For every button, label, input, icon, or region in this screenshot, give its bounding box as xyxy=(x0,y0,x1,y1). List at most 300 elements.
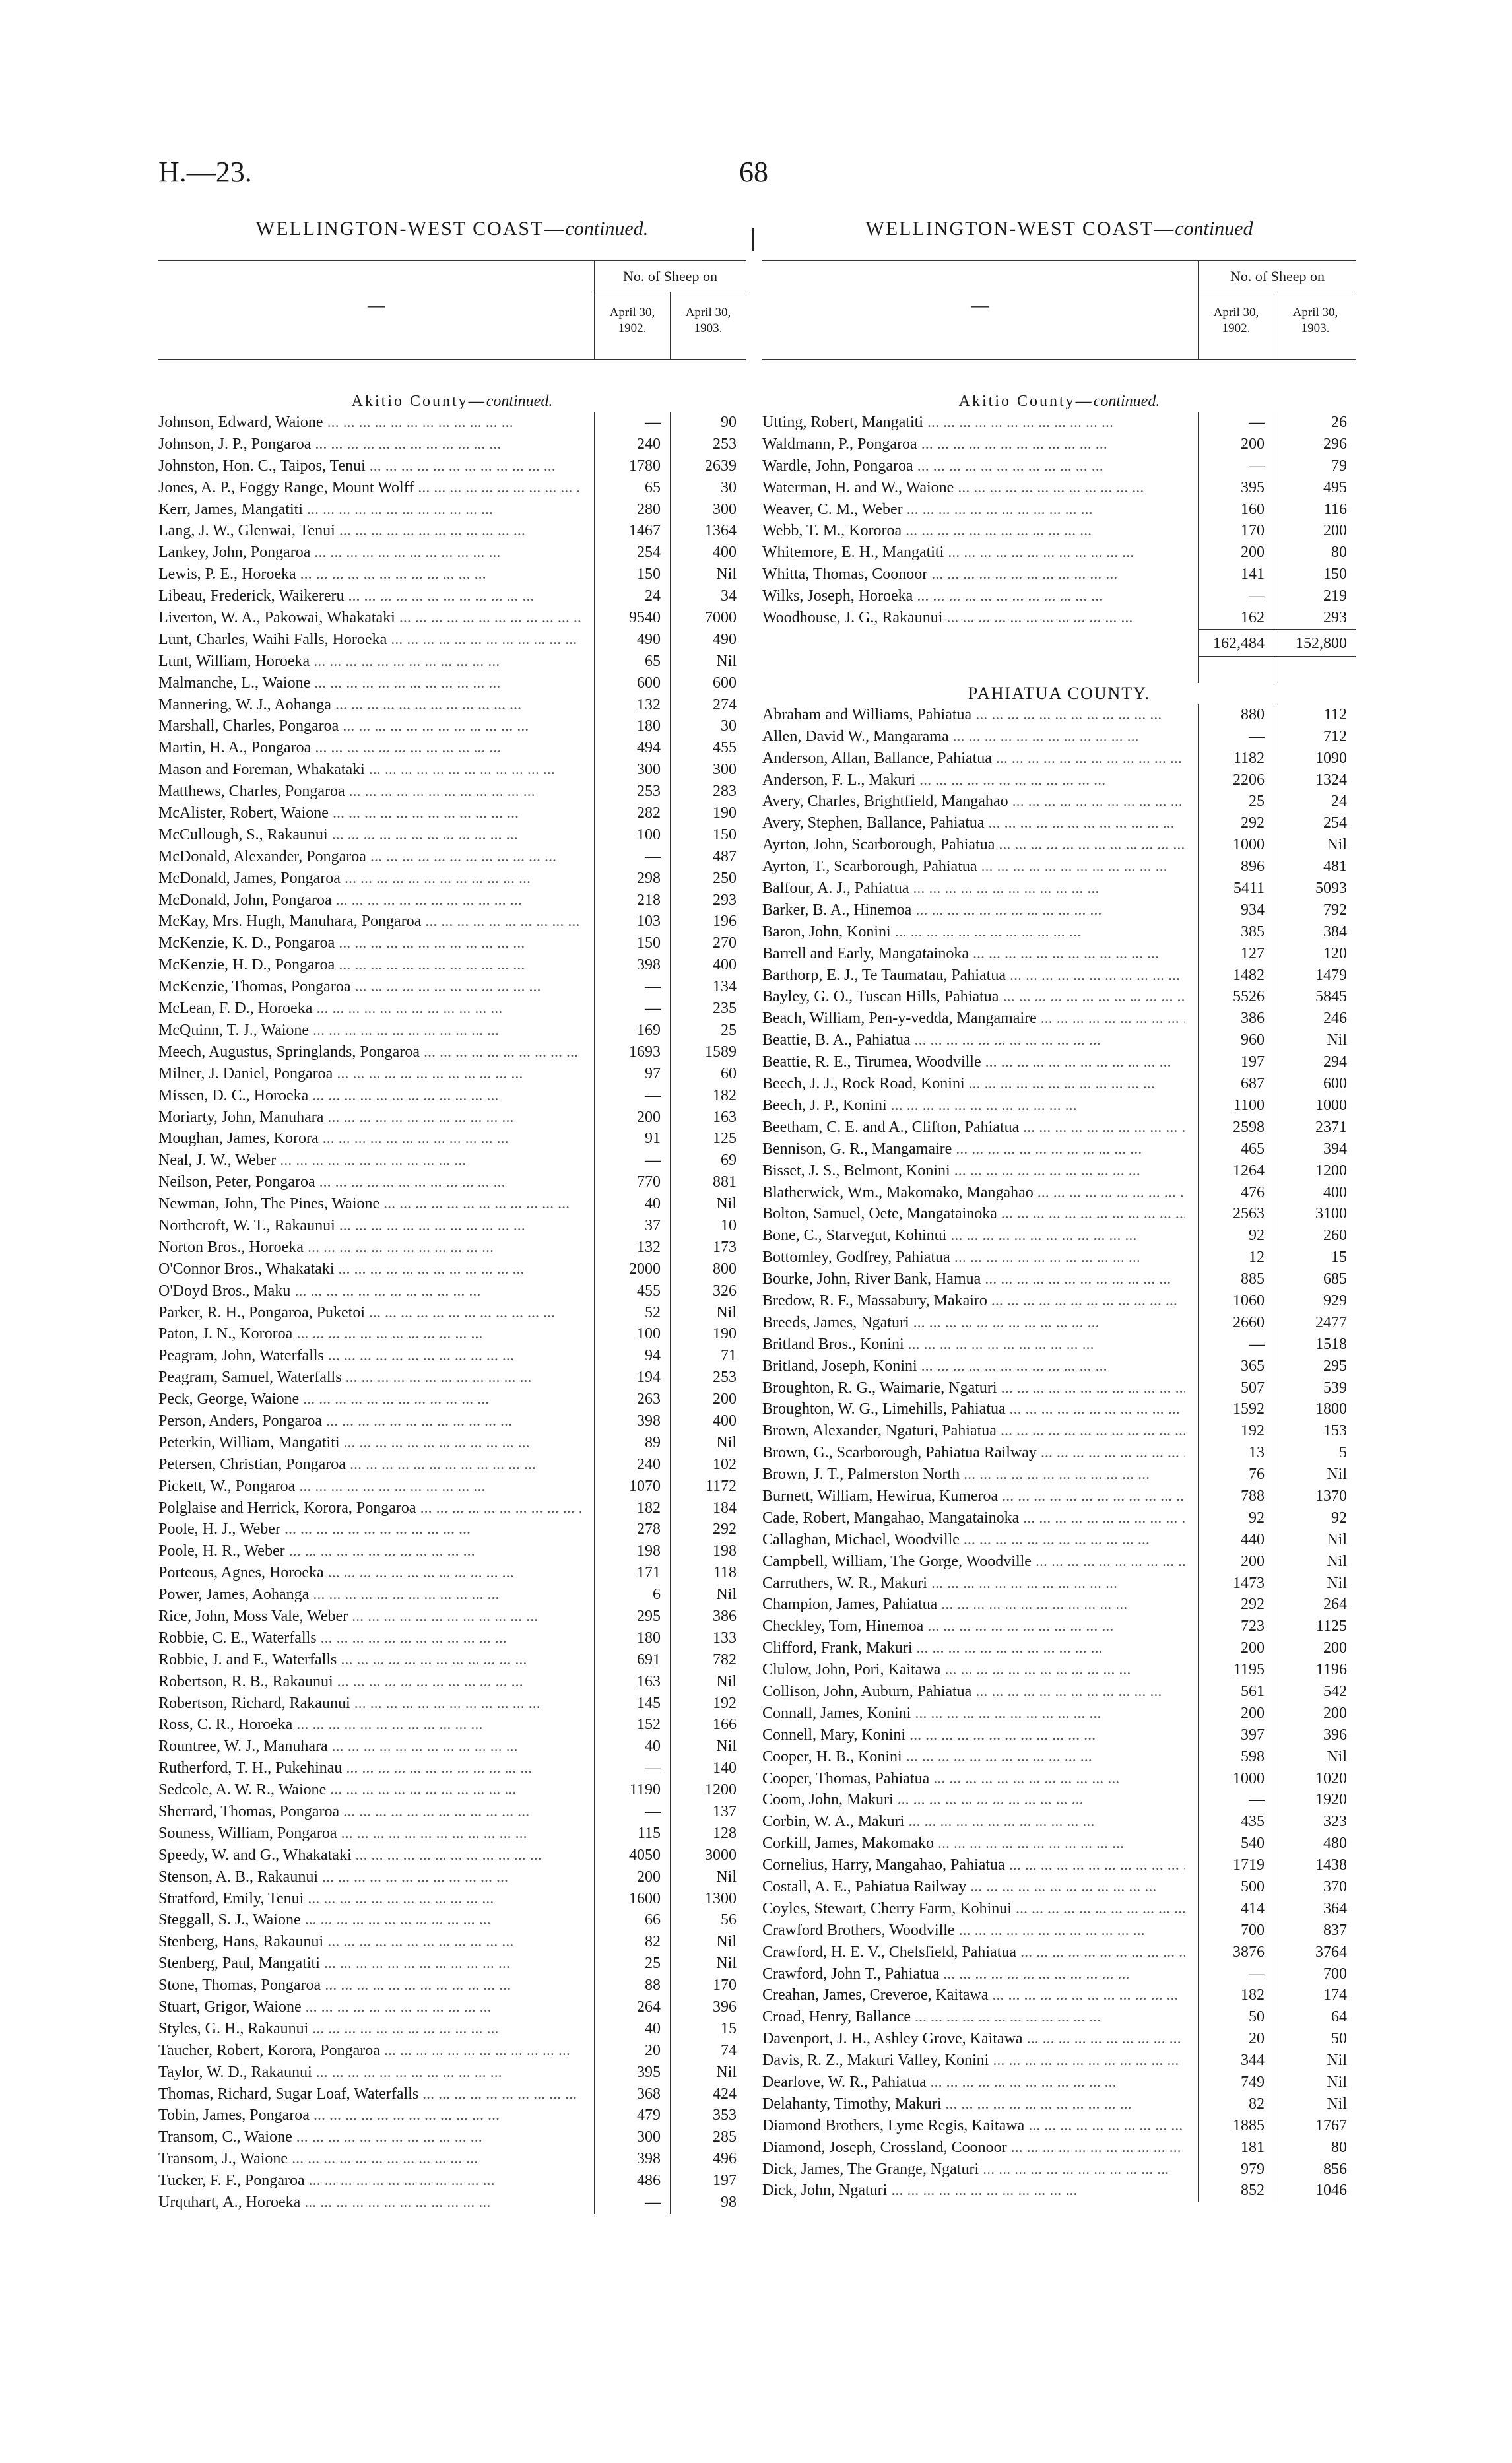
sheep-1902: 1467 xyxy=(594,520,670,542)
table-row xyxy=(158,1888,746,1910)
sheep-1902: 465 xyxy=(1198,1138,1274,1160)
sheep-1902: 344 xyxy=(1198,2050,1274,2072)
table-row xyxy=(762,412,1356,434)
table-row xyxy=(158,1693,746,1715)
sheep-1902: 94 xyxy=(594,1345,670,1367)
owner-name: Connell, Mary, Konini ... . xyxy=(762,1724,1185,1746)
sheep-1903: 1200 xyxy=(1274,1160,1356,1182)
owner-name: Davenport, J. H., Ashley Grove, Kaitawa ... . xyxy=(762,2028,1185,2050)
table-row xyxy=(762,1095,1356,1117)
akitio-total-row xyxy=(762,629,1356,657)
table-row xyxy=(158,1757,746,1779)
owner-name: Baron, John, Konini ... . xyxy=(762,921,1185,943)
sheep-1902: 200 xyxy=(594,1866,670,1888)
table-row xyxy=(762,1637,1356,1659)
sheep-1902: 40 xyxy=(594,1193,670,1215)
sheep-1903: Nil xyxy=(670,1866,746,1888)
owner-name: Newman, John, The Pines, Waione ... . xyxy=(158,1193,581,1215)
sheep-1903: 293 xyxy=(670,890,746,911)
sheep-1903: Nil xyxy=(1274,1529,1356,1551)
sheep-1902: 162 xyxy=(1198,607,1274,629)
table-row xyxy=(762,1203,1356,1225)
owner-name: McCullough, S., Rakaunui ... . xyxy=(158,824,581,846)
owner-name: Beattie, R. E., Tirumea, Woodville ... . xyxy=(762,1051,1185,1073)
sheep-1902: 163 xyxy=(594,1671,670,1693)
owner-name: Pickett, W., Pongaroa ... . xyxy=(158,1476,581,1497)
right-table-header xyxy=(762,260,1356,360)
owner-name: Rutherford, T. H., Pukehinau ... . xyxy=(158,1757,581,1779)
table-row xyxy=(762,2159,1356,2181)
owner-name: O'Doyd Bros., Maku ... . xyxy=(158,1280,581,1302)
table-row xyxy=(762,434,1356,455)
sheep-1902: 25 xyxy=(1198,791,1274,812)
owner-name: Poole, H. J., Weber ... . xyxy=(158,1519,581,1540)
sheep-1903: 394 xyxy=(1274,1138,1356,1160)
sheep-1903: 166 xyxy=(670,1714,746,1736)
sheep-1903: 200 xyxy=(1274,1703,1356,1724)
owner-name: Cooper, H. B., Konini ... . xyxy=(762,1746,1185,1768)
table-row xyxy=(762,1703,1356,1724)
sheep-1902: 934 xyxy=(1198,900,1274,921)
sheep-1903: 400 xyxy=(670,954,746,976)
sheep-1902: — xyxy=(1198,1789,1274,1811)
sheep-1902: 200 xyxy=(1198,1637,1274,1659)
table-row xyxy=(762,1398,1356,1420)
sheep-1903: Nil xyxy=(1274,2050,1356,2072)
sheep-1902: 192 xyxy=(1198,1420,1274,1442)
sheep-1903: 384 xyxy=(1274,921,1356,943)
table-row xyxy=(762,1486,1356,1507)
sheep-1903: 174 xyxy=(1274,1985,1356,2006)
table-row xyxy=(158,824,746,846)
owner-name: Lunt, Charles, Waihi Falls, Horoeka ... . xyxy=(158,629,581,651)
sheep-1902: 1000 xyxy=(1198,1768,1274,1790)
owner-name: Beach, William, Pen-y-vedda, Mangamaire ... . xyxy=(762,1008,1185,1030)
owner-name: Thomas, Richard, Sugar Loaf, Waterfalls ... . xyxy=(158,2084,581,2105)
table-row xyxy=(158,1345,746,1367)
sheep-1902: — xyxy=(1198,1334,1274,1356)
sheep-1902: 292 xyxy=(1198,812,1274,834)
sheep-1902: 398 xyxy=(594,2148,670,2170)
owner-name: Rice, John, Moss Vale, Weber ... . xyxy=(158,1606,581,1627)
owner-name: Britland Bros., Konini ... . xyxy=(762,1334,1185,1356)
sheep-1902: — xyxy=(594,1150,670,1171)
table-row xyxy=(158,2192,746,2214)
sheep-1902: 770 xyxy=(594,1171,670,1193)
sheep-1903: 296 xyxy=(1274,434,1356,455)
owner-name: McLean, F. D., Horoeka ... . xyxy=(158,998,581,1020)
sheep-1903: Nil xyxy=(670,1671,746,1693)
table-row xyxy=(158,1041,746,1063)
sheep-1903: 120 xyxy=(1274,943,1356,965)
table-row xyxy=(762,1811,1356,1833)
sheep-1902: 200 xyxy=(1198,434,1274,455)
sheep-1902: 1060 xyxy=(1198,1290,1274,1312)
sheep-1902: 97 xyxy=(594,1063,670,1085)
owner-name: McKenzie, Thomas, Pongaroa ... . xyxy=(158,976,581,998)
table-row xyxy=(158,781,746,803)
sheep-1903: 481 xyxy=(1274,856,1356,878)
table-row xyxy=(762,900,1356,921)
table-row xyxy=(762,812,1356,834)
table-row xyxy=(762,1551,1356,1573)
sheep-1902: 600 xyxy=(594,673,670,694)
table-row xyxy=(158,1237,746,1259)
sheep-1902: 169 xyxy=(594,1020,670,1041)
table-row xyxy=(762,1312,1356,1334)
sheep-1903: 292 xyxy=(670,1519,746,1540)
owner-name: Stenberg, Paul, Mangatiti ... . xyxy=(158,1953,581,1975)
sheep-1903: 881 xyxy=(670,1171,746,1193)
sheep-1902: 1885 xyxy=(1198,2115,1274,2137)
sheep-1902: 368 xyxy=(594,2084,670,2105)
sheep-1903: Nil xyxy=(1274,1746,1356,1768)
table-row xyxy=(158,737,746,759)
owner-name: Utting, Robert, Mangatiti ... . xyxy=(762,412,1185,434)
owner-name: Taylor, W. D., Rakaunui ... . xyxy=(158,2062,581,2084)
sheep-1902: 132 xyxy=(594,694,670,716)
sheep-1903: 294 xyxy=(1274,1051,1356,1073)
table-row xyxy=(762,1616,1356,1637)
owner-name: Peterkin, William, Mangatiti ... . xyxy=(158,1432,581,1454)
sheep-1903: 184 xyxy=(670,1497,746,1519)
table-row xyxy=(158,499,746,521)
sheep-1902: 65 xyxy=(594,477,670,499)
sheep-1902: 127 xyxy=(1198,943,1274,965)
sheep-1902: 200 xyxy=(1198,1551,1274,1573)
table-row xyxy=(158,976,746,998)
owner-name: Libeau, Frederick, Waikereru ... . xyxy=(158,585,581,607)
owner-name: Broughton, R. G., Waimarie, Ngaturi ... . xyxy=(762,1377,1185,1399)
owner-name: Connall, James, Konini ... . xyxy=(762,1703,1185,1724)
owner-name: Davis, R. Z., Makuri Valley, Konini ... . xyxy=(762,2050,1185,2072)
left-table-body xyxy=(158,412,746,2214)
owner-name: Corbin, W. A., Makuri ... . xyxy=(762,1811,1185,1833)
sheep-1903: 1767 xyxy=(1274,2115,1356,2137)
sheep-1903: 118 xyxy=(670,1562,746,1584)
table-row xyxy=(762,1073,1356,1095)
owner-name: Marshall, Charles, Pongaroa ... . xyxy=(158,715,581,737)
table-row xyxy=(762,1268,1356,1290)
sheep-1902: 1190 xyxy=(594,1779,670,1801)
sheep-1903: 153 xyxy=(1274,1420,1356,1442)
sheep-1903: 260 xyxy=(1274,1225,1356,1247)
owner-name: Ayrton, T., Scarborough, Pahiatua ... . xyxy=(762,856,1185,878)
owner-name: Transom, J., Waione ... . xyxy=(158,2148,581,2170)
sheep-1903: Nil xyxy=(670,1432,746,1454)
table-row xyxy=(762,520,1356,542)
sheep-1903: 1196 xyxy=(1274,1659,1356,1681)
sheep-1902: 194 xyxy=(594,1367,670,1389)
table-row xyxy=(158,1975,746,1996)
sheep-1903: 323 xyxy=(1274,1811,1356,1833)
left-column-title: WELLINGTON-WEST COAST—continued. xyxy=(255,218,649,240)
table-row xyxy=(762,1594,1356,1616)
sheep-1902: 182 xyxy=(1198,1985,1274,2006)
sheep-1902: 1592 xyxy=(1198,1398,1274,1420)
owner-name: Bottomley, Godfrey, Pahiatua ... . xyxy=(762,1247,1185,1268)
sheep-1902: 280 xyxy=(594,499,670,521)
owner-name: Robbie, C. E., Waterfalls ... . xyxy=(158,1627,581,1649)
owner-name: Woodhouse, J. G., Rakaunui ... . xyxy=(762,607,1185,629)
sheep-1902: 1070 xyxy=(594,1476,670,1497)
sheep-1902: 6 xyxy=(594,1584,670,1606)
table-row xyxy=(762,1290,1356,1312)
sheep-1902: 88 xyxy=(594,1975,670,1996)
sheep-1903: Nil xyxy=(670,651,746,673)
sheep-1902: 2660 xyxy=(1198,1312,1274,1334)
owner-name: Checkley, Tom, Hinemoa ... . xyxy=(762,1616,1185,1637)
table-row xyxy=(762,455,1356,477)
table-row xyxy=(158,1671,746,1693)
sheep-1902: 395 xyxy=(1198,477,1274,499)
sheep-1902: 182 xyxy=(594,1497,670,1519)
sheep-1902: 300 xyxy=(594,2126,670,2148)
sheep-1903: 30 xyxy=(670,477,746,499)
sheep-1903: 792 xyxy=(1274,900,1356,921)
owner-name: Robertson, Richard, Rakaunui ... . xyxy=(158,1693,581,1715)
sheep-1903: 837 xyxy=(1274,1920,1356,1942)
table-row xyxy=(158,1909,746,1931)
sheep-1902: — xyxy=(594,2192,670,2214)
sheep-1903: 400 xyxy=(670,1410,746,1432)
table-row xyxy=(762,542,1356,564)
owner-name: Bone, C., Starvegut, Kohinui ... . xyxy=(762,1225,1185,1247)
owner-name: Wardle, John, Pongaroa ... . xyxy=(762,455,1185,477)
owner-name: McQuinn, T. J., Waione ... . xyxy=(158,1020,581,1041)
sheep-1902: 100 xyxy=(594,824,670,846)
sheep-1903: 26 xyxy=(1274,412,1356,434)
sheep-1903: 264 xyxy=(1274,1594,1356,1616)
sheep-1903: 182 xyxy=(670,1085,746,1107)
sheep-1903: 3100 xyxy=(1274,1203,1356,1225)
owner-name: Cade, Robert, Mangahao, Mangatainoka ... . xyxy=(762,1507,1185,1529)
sheep-1902: — xyxy=(594,412,670,434)
sheep-1903: 137 xyxy=(670,1801,746,1823)
year-1902-header: April 30, 1902. xyxy=(1198,292,1274,359)
owner-name: Crawford, John T., Pahiatua ... . xyxy=(762,1963,1185,1985)
table-row xyxy=(158,1128,746,1150)
sheep-1903: 285 xyxy=(670,2126,746,2148)
owner-name: Northcroft, W. T., Rakaunui ... . xyxy=(158,1215,581,1237)
sheep-1903: 600 xyxy=(670,673,746,694)
sheep-1903: 396 xyxy=(670,1996,746,2018)
owner-name: Abraham and Williams, Pahiatua ... . xyxy=(762,704,1185,726)
sheep-1902: 1473 xyxy=(1198,1573,1274,1594)
table-row xyxy=(158,1389,746,1410)
sheep-1902: — xyxy=(1198,455,1274,477)
pahiatua-table-body xyxy=(762,704,1356,2202)
sheep-1902: 5411 xyxy=(1198,878,1274,900)
owner-name: McDonald, John, Pongaroa ... . xyxy=(158,890,581,911)
owner-name: Crawford, H. E. V., Chelsfield, Pahiatua ... . xyxy=(762,1942,1185,1963)
sheep-1902: 490 xyxy=(594,629,670,651)
table-row xyxy=(158,434,746,455)
table-row xyxy=(158,1779,746,1801)
table-row xyxy=(762,2137,1356,2159)
sheep-1903: 782 xyxy=(670,1649,746,1671)
sheep-1902: 1000 xyxy=(1198,834,1274,856)
sheep-1902: 687 xyxy=(1198,1073,1274,1095)
table-row xyxy=(158,954,746,976)
table-row xyxy=(158,1280,746,1302)
sheep-1902: 12 xyxy=(1198,1247,1274,1268)
table-row xyxy=(158,1085,746,1107)
table-row xyxy=(158,1259,746,1280)
sheep-1903: 2477 xyxy=(1274,1312,1356,1334)
sheep-1903: 370 xyxy=(1274,1876,1356,1898)
owner-name: Beech, J. J., Rock Road, Konini ... . xyxy=(762,1073,1185,1095)
table-row xyxy=(158,1107,746,1129)
sheep-1903: 1479 xyxy=(1274,965,1356,987)
table-row xyxy=(762,1768,1356,1790)
owner-name: Webb, T. M., Kororoa ... . xyxy=(762,520,1185,542)
sheep-1903: 15 xyxy=(1274,1247,1356,1268)
sheep-1903: 112 xyxy=(1274,704,1356,726)
sheep-1902: — xyxy=(1198,585,1274,607)
table-row xyxy=(158,1020,746,1041)
owner-name: Robertson, R. B., Rakaunui ... . xyxy=(158,1671,581,1693)
table-row xyxy=(158,520,746,542)
sheep-1903: 1589 xyxy=(670,1041,746,1063)
table-row xyxy=(158,2040,746,2062)
owner-name: McKenzie, K. D., Pongaroa ... . xyxy=(158,933,581,954)
sheep-1902: 264 xyxy=(594,1996,670,2018)
owner-name: Whitta, Thomas, Coonoor ... . xyxy=(762,564,1185,585)
sheep-1902: 89 xyxy=(594,1432,670,1454)
owner-name: Matthews, Charles, Pongaroa ... . xyxy=(158,781,581,803)
owner-name: Coom, John, Makuri ... . xyxy=(762,1789,1185,1811)
owner-name: Whitemore, E. H., Mangatiti ... . xyxy=(762,542,1185,564)
table-row xyxy=(762,1442,1356,1464)
owner-name: Souness, William, Pongaroa ... . xyxy=(158,1823,581,1845)
table-row xyxy=(762,1117,1356,1138)
sheep-1903: 800 xyxy=(670,1259,746,1280)
owner-name: Peagram, John, Waterfalls ... . xyxy=(158,1345,581,1367)
owner-name: Steggall, S. J., Waione ... . xyxy=(158,1909,581,1931)
table-row xyxy=(762,585,1356,607)
total-1902: 162,484 xyxy=(1198,629,1274,657)
owner-name: Johnston, Hon. C., Taipos, Tenui ... . xyxy=(158,455,581,477)
owner-name: Corkill, James, Makomako ... . xyxy=(762,1833,1185,1855)
page-header xyxy=(158,155,1360,195)
sheep-1903: 134 xyxy=(670,976,746,998)
sheep-1902: 52 xyxy=(594,1302,670,1324)
table-row xyxy=(158,1063,746,1085)
sheep-1903: 5845 xyxy=(1274,986,1356,1008)
sheep-1902: 788 xyxy=(1198,1486,1274,1507)
owner-name: McDonald, James, Pongaroa ... . xyxy=(158,868,581,890)
table-row xyxy=(158,1519,746,1540)
owner-name: Urquhart, A., Horoeka ... . xyxy=(158,2192,581,2214)
sheep-1903: 295 xyxy=(1274,1356,1356,1377)
owner-name: Delahanty, Timothy, Makuri ... . xyxy=(762,2093,1185,2115)
sheep-1902: 150 xyxy=(594,564,670,585)
table-row xyxy=(762,1833,1356,1855)
owner-name: Balfour, A. J., Pahiatua ... . xyxy=(762,878,1185,900)
owner-name: Cornelius, Harry, Mangahao, Pahiatua ... . xyxy=(762,1855,1185,1876)
owner-name: Clifford, Frank, Makuri ... . xyxy=(762,1637,1185,1659)
sheep-1902: — xyxy=(594,998,670,1020)
sheep-1902: 486 xyxy=(594,2170,670,2192)
sheep-1902: 1264 xyxy=(1198,1160,1274,1182)
table-row xyxy=(762,1963,1356,1985)
sheep-1903: 125 xyxy=(670,1128,746,1150)
sheep-1903: 539 xyxy=(1274,1377,1356,1399)
owner-name: Stone, Thomas, Pongaroa ... . xyxy=(158,1975,581,1996)
table-row xyxy=(762,1529,1356,1551)
owner-name: Johnson, Edward, Waione ... . xyxy=(158,412,581,434)
sheep-1903: 246 xyxy=(1274,1008,1356,1030)
sheep-1902: 397 xyxy=(1198,1724,1274,1746)
table-row xyxy=(158,564,746,585)
name-column-header: — xyxy=(368,296,385,315)
sheep-1903: 712 xyxy=(1274,726,1356,748)
owner-name: Avery, Charles, Brightfield, Mangahao ... . xyxy=(762,791,1185,812)
sheep-1902: — xyxy=(1198,726,1274,748)
sheep-1903: Nil xyxy=(1274,2072,1356,2093)
sheep-1903: 3000 xyxy=(670,1845,746,1866)
sheep-1903: 396 xyxy=(1274,1724,1356,1746)
sheep-1902: 385 xyxy=(1198,921,1274,943)
sheep-1902: 66 xyxy=(594,1909,670,1931)
sheep-1902: 150 xyxy=(594,933,670,954)
sheep-1902: 723 xyxy=(1198,1616,1274,1637)
sheep-1903: Nil xyxy=(670,2062,746,2084)
sheep-1902: 1693 xyxy=(594,1041,670,1063)
sheep-1903: 30 xyxy=(670,715,746,737)
sheep-1903: 293 xyxy=(1274,607,1356,629)
owner-name: Rountree, W. J., Manuhara ... . xyxy=(158,1736,581,1757)
sheep-1902: 1482 xyxy=(1198,965,1274,987)
owner-name: Brown, Alexander, Ngaturi, Pahiatua ... . xyxy=(762,1420,1185,1442)
sheep-1903: Nil xyxy=(670,564,746,585)
owner-name: Porteous, Agnes, Horoeka ... . xyxy=(158,1562,581,1584)
sheep-1902: 1195 xyxy=(1198,1659,1274,1681)
owner-name: Burnett, William, Hewirua, Kumeroa ... . xyxy=(762,1486,1185,1507)
owner-name: Parker, R. H., Pongaroa, Puketoi ... . xyxy=(158,1302,581,1324)
table-row xyxy=(158,1627,746,1649)
sheep-1903: 424 xyxy=(670,2084,746,2105)
sheep-1902: 885 xyxy=(1198,1268,1274,1290)
table-row xyxy=(158,1606,746,1627)
sheep-1902: 197 xyxy=(1198,1051,1274,1073)
sheep-1903: 80 xyxy=(1274,2137,1356,2159)
sheep-1902: 24 xyxy=(594,585,670,607)
table-row xyxy=(762,1247,1356,1268)
sheep-1903: 25 xyxy=(670,1020,746,1041)
table-row xyxy=(158,1584,746,1606)
table-row xyxy=(158,1323,746,1345)
table-row xyxy=(762,477,1356,499)
year-1903-header: April 30, 1903. xyxy=(670,292,746,359)
sheep-1902: 278 xyxy=(594,1519,670,1540)
sheep-1902: 180 xyxy=(594,715,670,737)
owner-name: Barker, B. A., Hinemoa ... . xyxy=(762,900,1185,921)
owner-name: Bennison, G. R., Mangamaire ... . xyxy=(762,1138,1185,1160)
sheep-1902: 435 xyxy=(1198,1811,1274,1833)
table-row xyxy=(158,1996,746,2018)
sheep-1903: 455 xyxy=(670,737,746,759)
sheep-1903: 1172 xyxy=(670,1476,746,1497)
sheep-1902: 254 xyxy=(594,542,670,564)
owner-name: Jones, A. P., Foggy Range, Mount Wolff ... . xyxy=(158,477,581,499)
sheep-1902: 82 xyxy=(1198,2093,1274,2115)
table-row xyxy=(762,1051,1356,1073)
sheep-1902: 507 xyxy=(1198,1377,1274,1399)
owner-name: Moriarty, John, Manuhara ... . xyxy=(158,1107,581,1129)
owner-name: Allen, David W., Mangarama ... . xyxy=(762,726,1185,748)
